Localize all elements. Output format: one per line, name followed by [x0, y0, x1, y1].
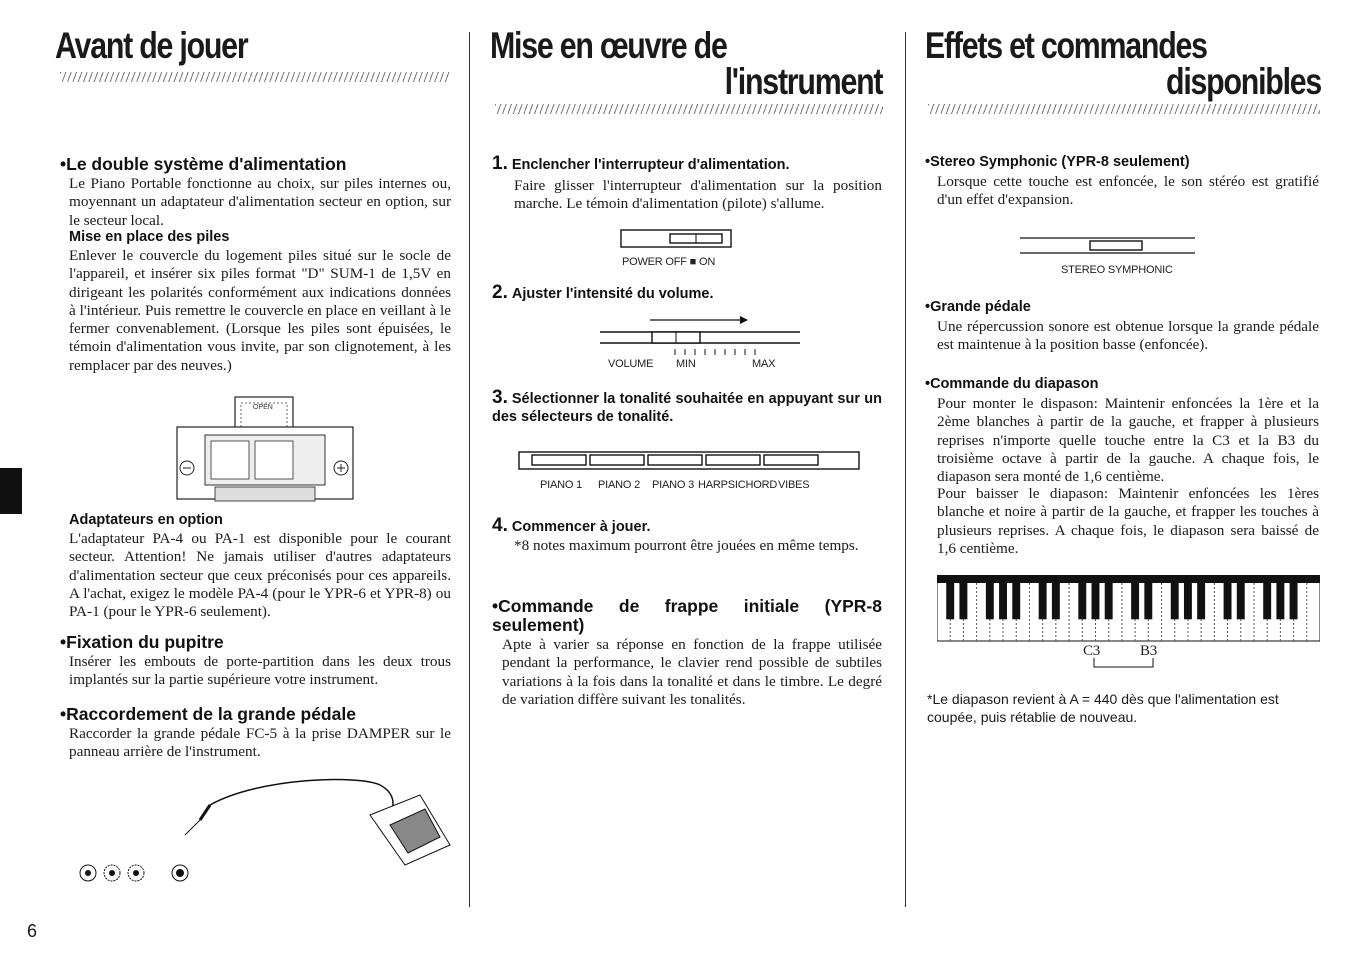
- black-key: [1263, 583, 1271, 619]
- step-2: 2. Ajuster l'intensité du volume.: [492, 282, 714, 303]
- black-key: [1224, 583, 1232, 619]
- open-label: OPEN: [253, 404, 273, 411]
- paragraph: Enlever le couvercle du logement piles situé sur le socle de l'appareil, et insérer six piles format "D" SUM-1 de 1,5V en dirigeant les polarités conformément aux indications données à l'intérieur. Puis remettre le couvercle en place en veillant à le fermer convenablement. (Lorsque les piles sont épuisées, le témoin d'alimentation vous invite, par son clignotement, à les remplacer par des neuves.): [69, 247, 451, 374]
- stereo-symphonic-switch-icon: [1020, 233, 1200, 258]
- subheading: Adaptateurs en option: [69, 512, 223, 528]
- tone-label: PIANO 2: [598, 479, 641, 491]
- step-1: 1. Enclencher l'interrupteur d'alimentation.: [492, 153, 790, 174]
- paragraph: Pour baisser le diapason: Maintenir enfoncées les 1ères blanche et noire à partir de la gauche, et frapper les touches à plusieurs reprises. A chaque fois, le diapason sera baissé de 1,6 centième.: [937, 485, 1319, 557]
- black-key: [1276, 583, 1284, 619]
- key-range-bracket: [1093, 657, 1163, 669]
- paragraph: Une répercussion sonore est obtenue lorsque la grande pédale est maintenue à la position basse (enfoncée).: [937, 318, 1319, 354]
- paragraph: Insérer les embouts de porte-partition dans les deux trous implantés sur la partie supérieure votre instrument.: [69, 653, 451, 689]
- title-rule: [495, 104, 883, 114]
- page-edge-tab: [0, 468, 22, 514]
- black-key: [1171, 583, 1179, 619]
- subheading: •Grande pédale: [925, 299, 1031, 315]
- title-rule: [928, 104, 1320, 114]
- power-switch-icon: [620, 225, 740, 250]
- step-3: 3. Sélectionner la tonalité souhaitée en appuyant sur un des sélecteurs de tonalité.: [492, 387, 882, 425]
- column-divider: [469, 32, 470, 907]
- subheading: •Stereo Symphonic (YPR-8 seulement): [925, 154, 1190, 170]
- page-title: disponibles: [1165, 61, 1321, 102]
- black-key: [1131, 583, 1139, 619]
- black-key: [1184, 583, 1192, 619]
- black-key: [946, 583, 954, 619]
- page-title: [490, 25, 727, 66]
- keyboard-illustration: [937, 575, 1320, 645]
- volume-caption: VOLUME: [608, 358, 654, 370]
- pedal-connection-illustration: [60, 775, 460, 890]
- tone-label: HARPSICHORD: [698, 479, 778, 491]
- tone-selector-icon: [518, 450, 863, 472]
- paragraph: Faire glisser l'interrupteur d'alimentation sur la position marche. Le témoin d'alimentation (pilote) s'allume.: [514, 177, 882, 213]
- paragraph: Pour monter le dispason: Maintenir enfoncées la 1ère et la 2ème blanches à partir de la gauche, et frapper à plusieurs reprises n'importe quelle touche entre la C3 et la B3 du troisième octave à partir de la gauche. A chaque fois, le diapason sera monté de 1,6 centième.: [937, 395, 1319, 486]
- page-title: l'instrument: [724, 61, 882, 102]
- paragraph: L'adaptateur PA-4 ou PA-1 est disponible pour le courant secteur. Attention! Ne jamais utiliser d'autres adaptateurs d'alimentation secteur que ceux préconisés pour ces appareils. A l'achat, exigez le modèle PA-4 (pour le YPR-6 et YPR-8) ou PA-1 (pour le YPR-6 seulement).: [69, 530, 451, 621]
- tone-label: PIANO 3: [652, 479, 695, 491]
- keyboard-cheek: [937, 575, 1320, 583]
- black-key: [959, 583, 967, 619]
- black-key: [1039, 583, 1047, 619]
- black-key: [1105, 583, 1113, 619]
- section-heading: •Fixation du pupitre: [60, 632, 224, 652]
- paragraph: Le Piano Portable fonctionne au choix, sur piles internes ou, moyennant un adaptateur d'alimentation secteur en option, sur le secteur local.: [69, 175, 451, 229]
- subheading: Mise en place des piles: [69, 229, 230, 245]
- black-key: [1197, 583, 1205, 619]
- paragraph: Raccorder la grande pédale FC-5 à la prise DAMPER sur le panneau arrière de l'instrument.: [69, 725, 451, 761]
- title-rule: [60, 72, 450, 82]
- black-key: [1290, 583, 1298, 619]
- black-key: [1052, 583, 1060, 619]
- paragraph: Apte à varier sa réponse en fonction de la frappe utilisée pendant la performance, le clavier rend possible de subtiles variations à la fois dans la tonalité et dans le timbre. Le degré de variation diffère suivant les tonalités.: [502, 636, 882, 708]
- black-key: [1012, 583, 1020, 619]
- column-divider: [905, 32, 906, 907]
- black-key: [1237, 583, 1245, 619]
- volume-max: MAX: [752, 358, 776, 370]
- tone-label: VIBES: [778, 479, 810, 491]
- black-key: [1078, 583, 1086, 619]
- section-heading: •Commande de frappe initiale (YPR-8 seulement): [492, 596, 882, 635]
- footnote: *Le diapason revient à A = 440 dès que l'alimentation est coupée, puis rétablie de nouveau.: [927, 691, 1279, 726]
- key-label-b3: B3: [1140, 643, 1158, 659]
- volume-min: MIN: [676, 358, 696, 370]
- title-line: Mise en œuvre de: [490, 25, 727, 66]
- stereo-caption: STEREO SYMPHONIC: [1061, 264, 1173, 276]
- black-key: [999, 583, 1007, 619]
- volume-slider-icon: [600, 312, 800, 357]
- subheading: •Commande du diapason: [925, 376, 1099, 392]
- step-4: 4. Commencer à jouer.: [492, 515, 651, 536]
- paragraph: *8 notes maximum pourront être jouées en même temps.: [514, 537, 859, 554]
- section-heading: •Raccordement de la grande pédale: [60, 704, 356, 724]
- section-heading: •Le double système d'alimentation: [60, 154, 347, 174]
- black-key: [1144, 583, 1152, 619]
- black-key: [986, 583, 994, 619]
- paragraph: Lorsque cette touche est enfoncée, le son stéréo est gratifié d'un effet d'expansion.: [937, 173, 1319, 209]
- power-caption: POWER OFF ■ ON: [622, 256, 716, 268]
- battery-compartment-illustration: [175, 395, 355, 510]
- key-label-c3: C3: [1083, 643, 1101, 659]
- page-title: Avant de jouer: [55, 25, 248, 66]
- page-title: Effets et commandes: [925, 25, 1207, 66]
- page-number: 6: [27, 921, 38, 941]
- tone-label: PIANO 1: [540, 479, 583, 491]
- black-key: [1092, 583, 1100, 619]
- keyboard-frame: [937, 575, 1320, 641]
